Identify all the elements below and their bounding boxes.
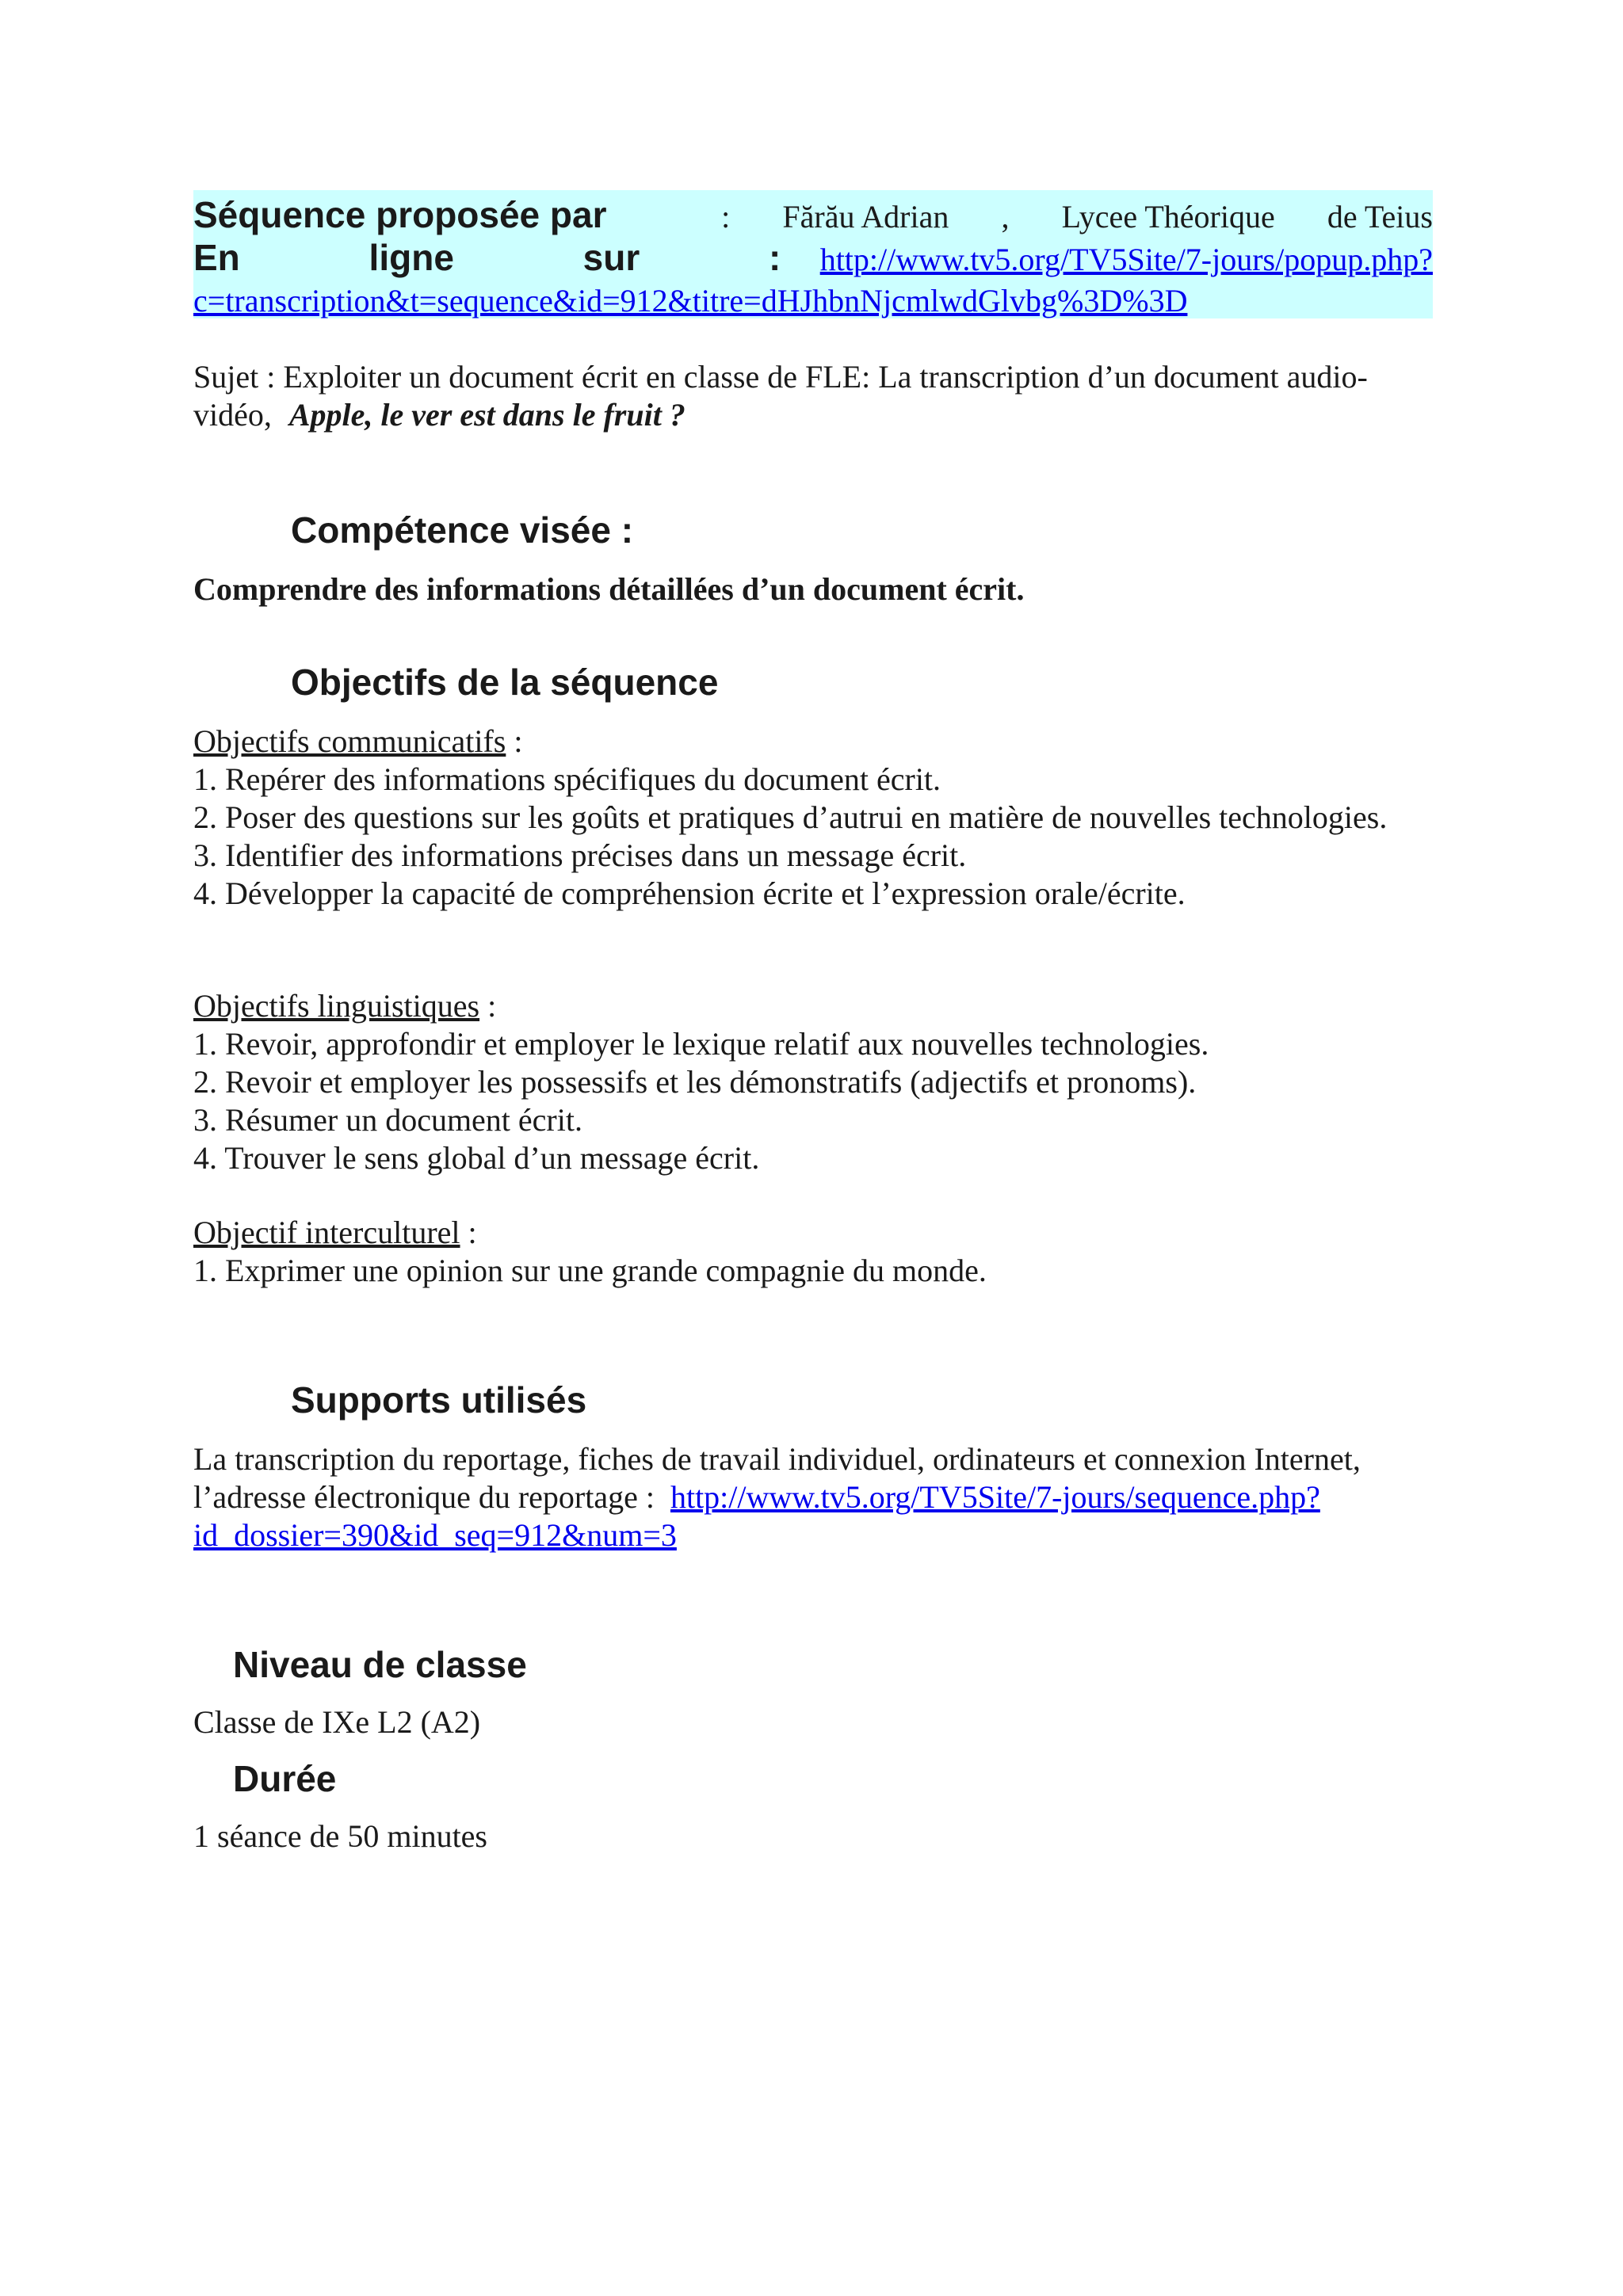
communicative-colon: : bbox=[506, 723, 523, 759]
communicative-objectives-list bbox=[193, 761, 1387, 913]
subject-prefix: vidéo, bbox=[193, 397, 272, 433]
header-colon: : bbox=[721, 199, 731, 235]
intercultural-objectives-list bbox=[193, 1252, 987, 1290]
linguistic-objectives-label-line bbox=[193, 987, 496, 1025]
list-item: 2. Poser des questions sur les goûts et pratiques d’autrui en matière de nouvelles technologies. bbox=[193, 799, 1388, 835]
competence-heading: Compétence visée : bbox=[291, 509, 634, 551]
level-text: Classe de IXe L2 (A2) bbox=[193, 1704, 481, 1740]
header-url-line2 bbox=[193, 282, 1187, 320]
duration-text: 1 séance de 50 minutes bbox=[193, 1818, 487, 1854]
intercultural-objectives-label-line bbox=[193, 1214, 477, 1252]
sequence-url-link-part1[interactable]: http://www.tv5.org/TV5Site/7-jours/popup.php? bbox=[819, 242, 1433, 277]
intercultural-colon: : bbox=[460, 1215, 477, 1250]
report-url-link-part1[interactable]: http://www.tv5.org/TV5Site/7-jours/sequence.php? bbox=[670, 1479, 1320, 1515]
supports-line2 bbox=[193, 1478, 1320, 1516]
author-comma: , bbox=[1001, 199, 1010, 235]
author-name: Fărău Adrian bbox=[782, 199, 949, 235]
header-line-online bbox=[193, 236, 1433, 279]
sequence-url-link-part2[interactable]: c=transcription&t=sequence&id=912&titre=dHJhbnNjcmlwdGlvbg%3D%3D bbox=[193, 283, 1188, 318]
linguistic-objectives-label: Objectifs linguistiques bbox=[193, 988, 480, 1024]
competence-text: Comprendre des informations détaillées d’un document écrit. bbox=[193, 571, 1025, 607]
linguistic-colon: : bbox=[479, 988, 497, 1024]
sequence-proposed-label bbox=[193, 193, 669, 236]
subject-line2 bbox=[193, 396, 685, 434]
header-line-author bbox=[193, 193, 1433, 236]
report-url-link-part2[interactable]: id_dossier=390&id_seq=912&num=3 bbox=[193, 1517, 677, 1553]
online-label: En ligne sur : bbox=[193, 237, 781, 278]
communicative-objectives-label-line bbox=[193, 723, 522, 761]
list-item: 2. Revoir et employer les possessifs et les démonstratifs (adjectifs et pronoms). bbox=[193, 1064, 1197, 1100]
linguistic-objectives-list bbox=[193, 1025, 1209, 1177]
subject-line1: Sujet : Exploiter un document écrit en classe de FLE: La transcription d’un document audio- bbox=[193, 359, 1368, 395]
list-item: 4. Trouver le sens global d’un message écrit. bbox=[193, 1140, 760, 1176]
school-name-a: Lycee Théorique bbox=[1061, 199, 1275, 235]
list-item: 1. Revoir, approfondir et employer le lexique relatif aux nouvelles technologies. bbox=[193, 1026, 1209, 1062]
supports-line1: La transcription du reportage, fiches de travail individuel, ordinateurs et connexion Internet, bbox=[193, 1441, 1361, 1477]
school-name-b: de Teius bbox=[1327, 199, 1433, 235]
intercultural-objective-label: Objectif interculturel bbox=[193, 1215, 460, 1250]
supports-address-label: l’adresse électronique du reportage : bbox=[193, 1479, 655, 1515]
sequence-proposed-text: Séquence proposée par bbox=[193, 194, 607, 235]
list-item: 3. Identifier des informations précises dans un message écrit. bbox=[193, 837, 967, 873]
objectives-heading: Objectifs de la séquence bbox=[291, 662, 719, 703]
supports-heading: Supports utilisés bbox=[291, 1379, 587, 1421]
level-heading: Niveau de classe bbox=[233, 1644, 527, 1685]
duration-heading: Durée bbox=[233, 1758, 337, 1799]
supports-line3 bbox=[193, 1516, 677, 1554]
list-item: 3. Résumer un document écrit. bbox=[193, 1102, 582, 1138]
list-item: 4. Développer la capacité de compréhension écrite et l’expression orale/écrite. bbox=[193, 875, 1186, 911]
list-item: 1. Exprimer une opinion sur une grande compagnie du monde. bbox=[193, 1253, 987, 1288]
communicative-objectives-label: Objectifs communicatifs bbox=[193, 723, 506, 759]
list-item: 1. Repérer des informations spécifiques du document écrit. bbox=[193, 761, 941, 797]
subject-title: Apple, le ver est dans le fruit ? bbox=[288, 397, 685, 433]
